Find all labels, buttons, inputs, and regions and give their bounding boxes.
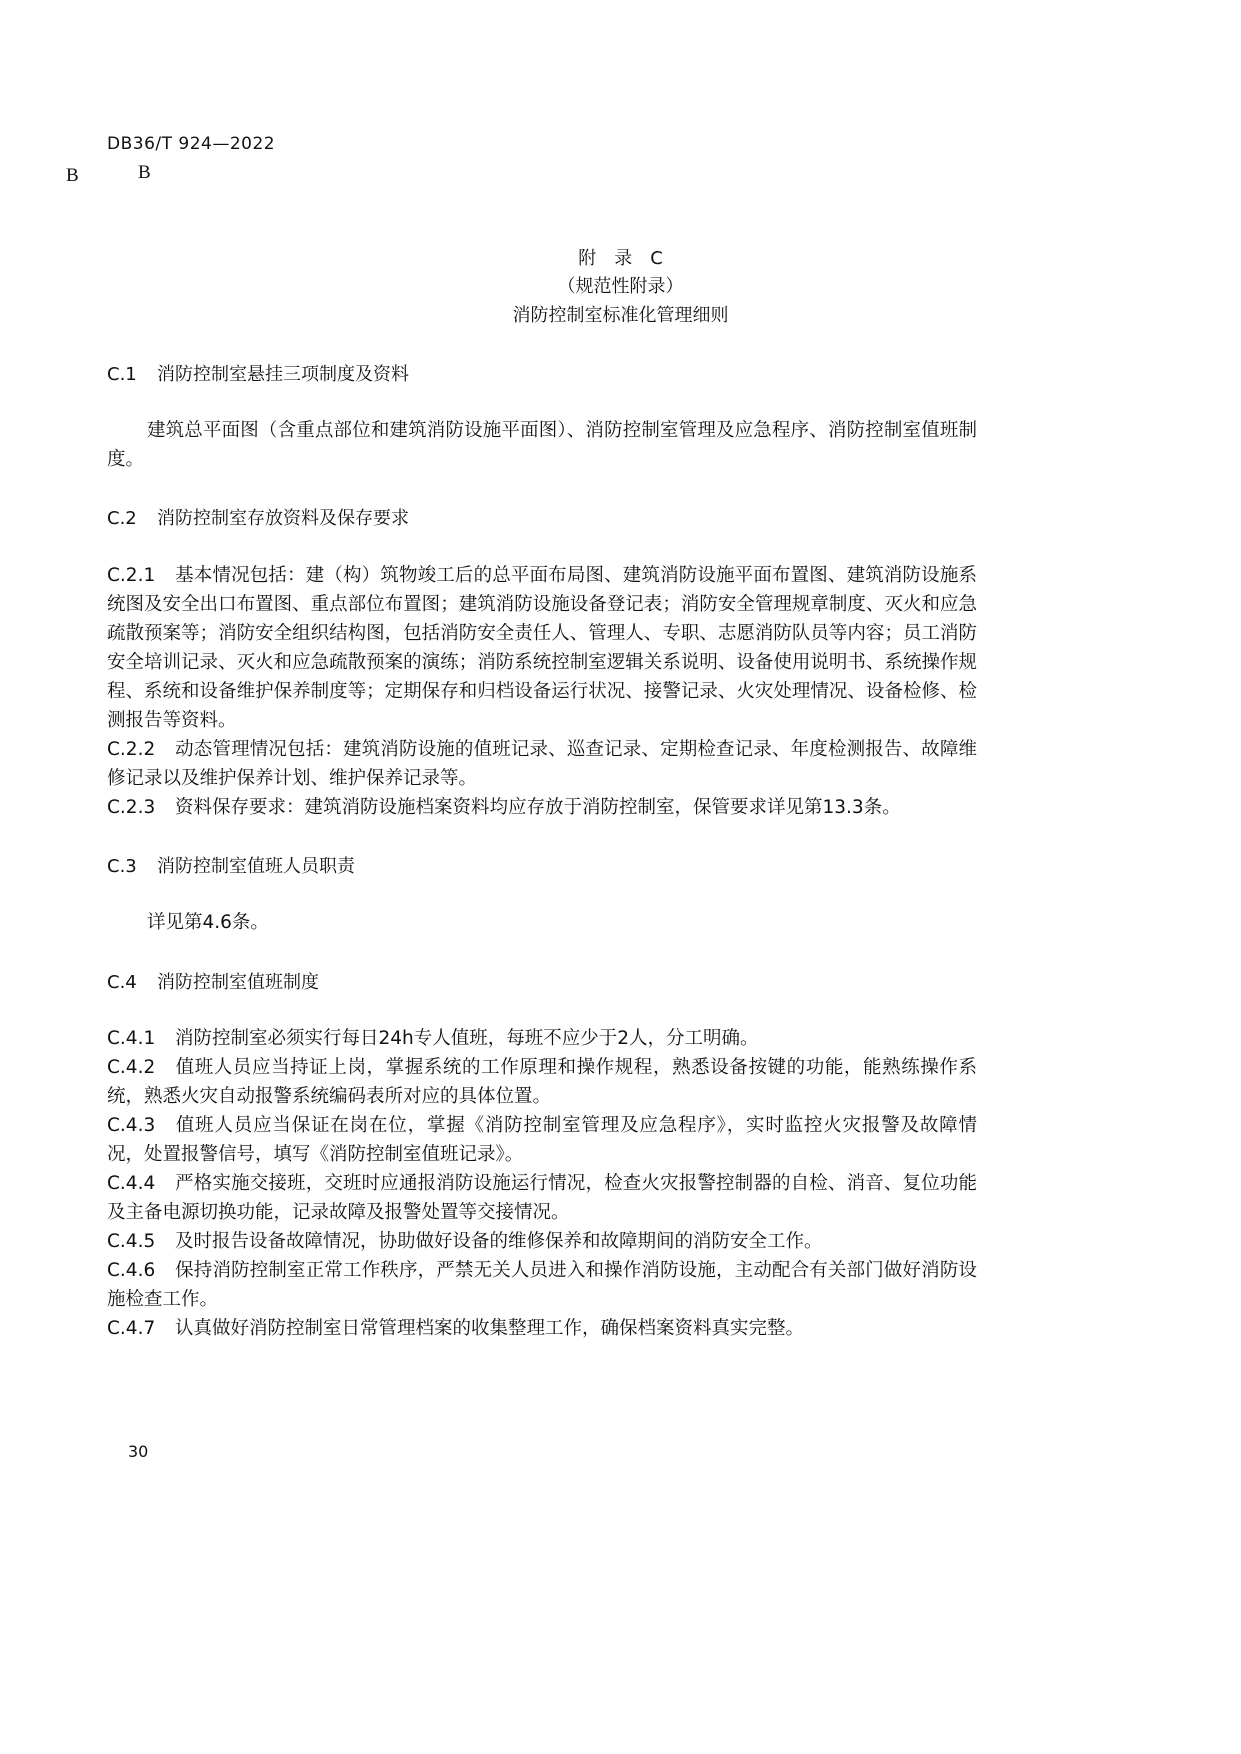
section-heading-c4	[107, 968, 319, 994]
clause-number: C.4.1	[107, 1028, 156, 1049]
clause-text: 及时报告设备故障情况，协助做好设备的维修保养和故障期间的消防安全工作。	[175, 1231, 823, 1252]
clause-number: C.4.7	[107, 1318, 156, 1339]
section-number: C.4	[107, 972, 137, 993]
section-number: C.1	[107, 364, 137, 385]
clause-c4-2	[107, 1053, 977, 1111]
clause-text: 基本情况包括：建（构）筑物竣工后的总平面布局图、建筑消防设施平面布置图、建筑消防设施系统图及安全出口布置图、重点部位布置图；建筑消防设施设备登记表；消防安全管理规章制度、灭火和应急疏散预案等；消防安全组织结构图，包括消防安全责任人、管理人、专职、志愿消防队员等内容；员工消防安全培训记录、灭火和应急疏散预案的演练；消防系统控制室逻辑关系说明、设备使用说明书、系统操作规程、系统和设备维护保养制度等；定期保存和归档设备运行状况、接警记录、火灾处理情况、设备检修、检测报告等资料。	[107, 565, 977, 731]
clause-number: C.4.3	[107, 1115, 156, 1136]
section-title: 消防控制室值班人员职责	[157, 856, 355, 877]
section-title: 消防控制室值班制度	[157, 972, 319, 993]
section-text-c1: 建筑总平面图（含重点部位和建筑消防设施平面图）、消防控制室管理及应急程序、消防控制室值班制度。	[107, 420, 977, 470]
clause-text: 消防控制室必须实行每日24h专人值班，每班不应少于2人，分工明确。	[175, 1028, 759, 1049]
clause-c4-5	[107, 1227, 977, 1256]
clause-c2-1	[107, 561, 977, 735]
clause-number: C.2.1	[107, 565, 156, 586]
clause-text: 严格实施交接班，交班时应通报消防设施运行情况，检查火灾报警控制器的自检、消音、复位功能及主备电源切换功能，记录故障及报警处置等交接情况。	[107, 1173, 977, 1223]
clause-c4-7	[107, 1314, 977, 1343]
document-code: DB36/T 924—2022	[107, 134, 276, 154]
clause-number: C.2.2	[107, 739, 156, 760]
clause-number: C.4.4	[107, 1173, 156, 1194]
clause-text: 值班人员应当保证在岗在位，掌握《消防控制室管理及应急程序》，实时监控火灾报警及故障情况，处置报警信号，填写《消防控制室值班记录》。	[107, 1115, 977, 1165]
section-heading-c1	[107, 360, 409, 386]
clause-c4-4	[107, 1169, 977, 1227]
appendix-title: 消防控制室标准化管理细则	[512, 305, 729, 326]
section-title: 消防控制室悬挂三项制度及资料	[157, 364, 409, 385]
section-text-c3: 详见第4.6条。	[147, 912, 269, 933]
clause-c2-2	[107, 735, 977, 793]
clause-text: 资料保存要求：建筑消防设施档案资料均应存放于消防控制室，保管要求详见第13.3条。	[175, 797, 901, 818]
clause-number: C.2.3	[107, 797, 156, 818]
clause-text: 值班人员应当持证上岗，掌握系统的工作原理和操作规程，熟悉设备按键的功能，能熟练操作系统，熟悉火灾自动报警系统编码表所对应的具体位置。	[107, 1057, 977, 1107]
clause-number: C.4.6	[107, 1260, 156, 1281]
clause-text: 动态管理情况包括：建筑消防设施的值班记录、巡查记录、定期检查记录、年度检测报告、故障维修记录以及维护保养计划、维护保养记录等。	[107, 739, 977, 789]
appendix-label: 附 录 C	[578, 248, 663, 269]
clause-text: 保持消防控制室正常工作秩序，严禁无关人员进入和操作消防设施，主动配合有关部门做好消防设施检查工作。	[107, 1260, 977, 1310]
section-heading-c3	[107, 852, 355, 878]
marker-left: B	[66, 165, 79, 186]
clause-c4-6	[107, 1256, 977, 1314]
clause-number: C.4.2	[107, 1057, 156, 1078]
clause-c4-3	[107, 1111, 977, 1169]
clause-c4-1	[107, 1024, 977, 1053]
section-number: C.3	[107, 856, 137, 877]
clause-c2-3	[107, 793, 977, 822]
section-title: 消防控制室存放资料及保存要求	[157, 508, 409, 529]
appendix-type: （规范性附录）	[557, 276, 684, 297]
section-heading-c2	[107, 504, 409, 530]
clause-number: C.4.5	[107, 1231, 156, 1252]
clause-text: 认真做好消防控制室日常管理档案的收集整理工作，确保档案资料真实完整。	[175, 1318, 805, 1339]
page-number: 30	[128, 1442, 149, 1461]
marker-right: B	[138, 162, 151, 183]
section-number: C.2	[107, 508, 137, 529]
